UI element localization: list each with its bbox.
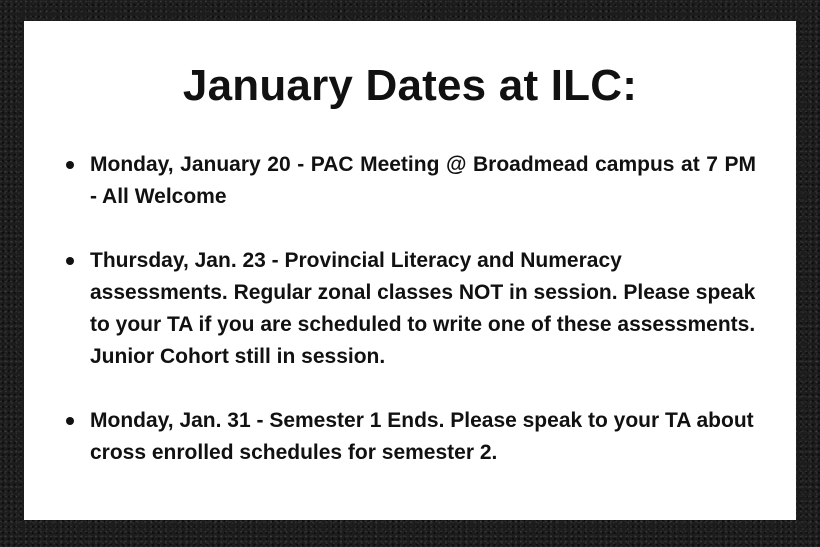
bullet-dot-icon bbox=[66, 417, 74, 425]
page-title: January Dates at ILC: bbox=[182, 61, 638, 110]
list-item bbox=[64, 149, 756, 213]
list-item bbox=[64, 245, 756, 373]
event-text: Monday, Jan. 31 - Semester 1 Ends. Please speak to your TA about cross enrolled schedules for semester 2. bbox=[90, 409, 754, 464]
event-text: Monday, January 20 - PAC Meeting @ Broadmead campus at 7 PM - All Welcome bbox=[90, 153, 756, 208]
event-list bbox=[64, 149, 756, 469]
announcement-card bbox=[24, 21, 796, 520]
bullet-dot-icon bbox=[66, 257, 74, 265]
bullet-dot-icon bbox=[66, 161, 74, 169]
list-item bbox=[64, 405, 756, 469]
event-text: Thursday, Jan. 23 - Provincial Literacy and Numeracy assessments. Regular zonal classes NOT in session. Please speak to your TA if you are scheduled to write one of these assessments. Junior Cohort still in session. bbox=[90, 249, 756, 368]
